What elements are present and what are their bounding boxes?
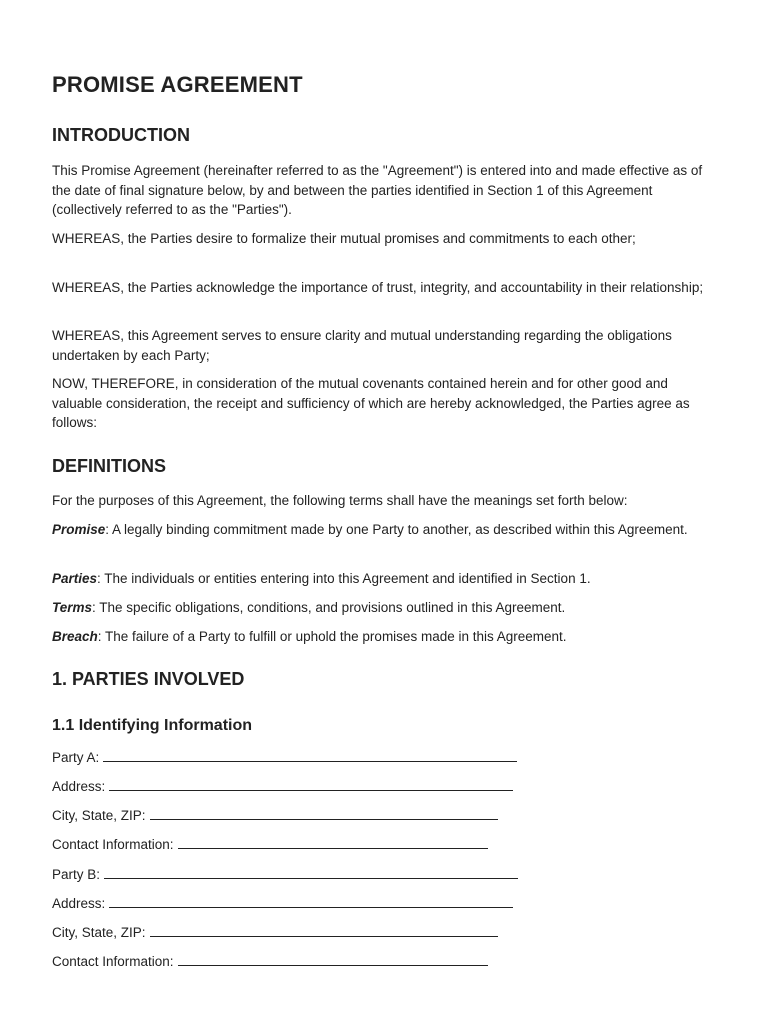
intro-paragraph: This Promise Agreement (hereinafter referred to as the "Agreement") is entered into and made effective as of the date of final signature below, by and between the parties identified in Section 1 of this Agreement (collectively referred to as the "Parties"). (52, 163, 703, 217)
definitions-intro: For the purposes of this Agreement, the following terms shall have the meanings set forth below: (52, 493, 628, 508)
party-a-blank[interactable] (103, 749, 517, 762)
field-label: Address: (52, 779, 106, 794)
party-b-address-field (52, 894, 513, 913)
field-label: Party B: (52, 867, 101, 882)
field-label: Address: (52, 896, 106, 911)
definition-text: : The individuals or entities entering into this Agreement and identified in Section 1. (97, 571, 591, 586)
definition-term: Terms (52, 600, 93, 615)
field-label: City, State, ZIP: (52, 808, 146, 823)
whereas-clause: WHEREAS, this Agreement serves to ensure clarity and mutual understanding regarding the obligations undertaken by each Party; (52, 328, 672, 363)
party-a-field (52, 748, 517, 767)
definition-term: Promise (52, 522, 106, 537)
party-a-city-field (52, 806, 498, 825)
definition-term: Breach (52, 629, 98, 644)
now-therefore-clause: NOW, THEREFORE, in consideration of the mutual covenants contained herein and for other good and valuable consideration, the receipt and sufficiency of which are hereby acknowledged, the Parties agree as follows: (52, 376, 690, 430)
introduction-heading: INTRODUCTION (52, 125, 190, 145)
definition-item (52, 598, 720, 618)
definition-text: : The failure of a Party to fulfill or uphold the promises made in this Agreement. (97, 629, 567, 644)
field-label: City, State, ZIP: (52, 925, 146, 940)
party-a-contact-blank[interactable] (178, 836, 488, 849)
field-label: Contact Information: (52, 954, 174, 969)
definitions-heading: DEFINITIONS (52, 456, 167, 476)
whereas-clause: WHEREAS, the Parties acknowledge the importance of trust, integrity, and accountability in their relationship; (52, 280, 704, 295)
document-title: PROMISE AGREEMENT (52, 72, 303, 97)
definition-item (52, 569, 720, 589)
definition-text: : A legally binding commitment made by one Party to another, as described within this Agreement. (105, 522, 688, 537)
party-b-contact-blank[interactable] (178, 953, 488, 966)
party-b-contact-field (52, 952, 488, 971)
party-a-address-field (52, 777, 513, 796)
party-b-field (52, 865, 518, 884)
whereas-clause: WHEREAS, the Parties desire to formalize their mutual promises and commitments to each other; (52, 231, 636, 246)
party-a-contact-field (52, 835, 488, 854)
identifying-information-heading: 1.1 Identifying Information (52, 717, 253, 734)
party-b-address-blank[interactable] (109, 895, 513, 908)
party-a-address-blank[interactable] (109, 778, 513, 791)
party-b-blank[interactable] (104, 866, 518, 879)
party-b-city-field (52, 923, 498, 942)
party-b-city-blank[interactable] (150, 924, 498, 937)
definition-term: Parties (52, 571, 98, 586)
definition-item (52, 520, 720, 540)
parties-involved-heading: 1. PARTIES INVOLVED (52, 669, 245, 689)
field-label: Contact Information: (52, 837, 174, 852)
party-a-city-blank[interactable] (150, 807, 498, 820)
definition-text: : The specific obligations, conditions, and provisions outlined in this Agreement. (92, 600, 566, 615)
field-label: Party A: (52, 750, 100, 765)
definition-item (52, 627, 720, 647)
